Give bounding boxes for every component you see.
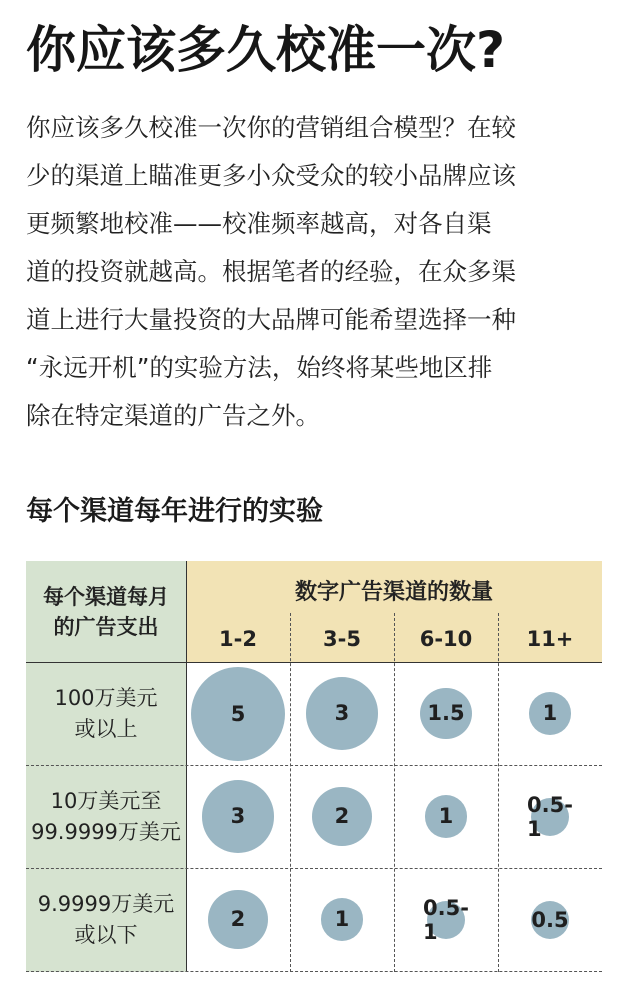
column-divider bbox=[498, 613, 499, 972]
bubble-value: 0.5-1 bbox=[527, 792, 573, 841]
row-header-1m-plus bbox=[26, 662, 186, 765]
row-header-line: 100万美元 bbox=[54, 685, 158, 710]
bubble-value: 1 bbox=[438, 804, 454, 829]
bubble-cell bbox=[306, 677, 379, 750]
table-bottom-border bbox=[26, 971, 602, 972]
bubble-cell bbox=[321, 898, 363, 940]
bubble-value: 0.5-1 bbox=[423, 895, 469, 944]
paragraph-line: “永远开机”的实验方法，始终将某些地区排 bbox=[26, 353, 493, 382]
corner-header bbox=[26, 561, 186, 662]
row-divider bbox=[26, 868, 602, 869]
column-header-1-2: 1-2 bbox=[219, 627, 257, 651]
row-header-divider bbox=[186, 561, 187, 972]
bubble-cell bbox=[423, 895, 469, 944]
paragraph-line: 少的渠道上瞄准更多小众受众的较小品牌应该 bbox=[26, 161, 516, 190]
row-header-line: 99.9999万美元 bbox=[31, 819, 181, 844]
row-header-line: 10万美元至 bbox=[50, 788, 162, 813]
paragraph-line: 道的投资就越高。根据笔者的经验，在众多渠 bbox=[26, 257, 516, 286]
bubble-value: 5 bbox=[230, 701, 246, 726]
column-header-3-5: 3-5 bbox=[323, 627, 361, 651]
header-divider bbox=[26, 662, 602, 663]
experiments-table bbox=[26, 561, 602, 972]
bubble-cell bbox=[208, 890, 267, 949]
bubble-value: 3 bbox=[230, 804, 246, 829]
row-header-line: 9.9999万美元 bbox=[37, 892, 175, 916]
paragraph-line: 除在特定渠道的广告之外。 bbox=[26, 401, 320, 430]
bubble-cell bbox=[529, 692, 571, 734]
bubble-value: 0.5 bbox=[531, 907, 569, 932]
bubble-value: 2 bbox=[334, 804, 350, 829]
intro-paragraph bbox=[26, 104, 604, 440]
paragraph-line: 你应该多久校准一次你的营销组合模型？在较 bbox=[26, 113, 516, 142]
column-header-11-plus: 11+ bbox=[526, 627, 574, 651]
page-title: 你应该多久校准一次? bbox=[26, 21, 506, 79]
bubble-value: 2 bbox=[230, 907, 246, 932]
column-header-6-10: 6-10 bbox=[419, 627, 473, 651]
bubble-cell bbox=[531, 901, 569, 939]
column-divider bbox=[290, 613, 291, 972]
bubble-cell bbox=[312, 787, 371, 846]
column-divider bbox=[394, 613, 395, 972]
bubble-value: 1.5 bbox=[427, 701, 465, 726]
bubble-cell bbox=[527, 792, 573, 841]
column-group-label: 数字广告渠道的数量 bbox=[294, 580, 493, 605]
row-divider bbox=[26, 765, 602, 766]
bubble-cell bbox=[425, 795, 467, 837]
bubble-cell bbox=[191, 667, 285, 761]
corner-header-line: 每个渠道每月 bbox=[43, 584, 169, 609]
row-header-line: 或以下 bbox=[74, 923, 138, 947]
bubble-value: 1 bbox=[542, 701, 558, 726]
table-title: 每个渠道每年进行的实验 bbox=[26, 496, 323, 527]
row-header-line: 或以上 bbox=[74, 716, 138, 741]
row-header-under-100k bbox=[26, 868, 186, 972]
bubble-cell bbox=[202, 780, 275, 853]
paragraph-line: 更频繁地校准——校准频率越高，对各自渠 bbox=[26, 209, 492, 238]
paragraph-line: 道上进行大量投资的大品牌可能希望选择一种 bbox=[26, 305, 516, 334]
row-header-100k-to-1m bbox=[26, 765, 186, 868]
bubble-cell bbox=[420, 688, 471, 739]
corner-header-line: 的广告支出 bbox=[53, 614, 159, 639]
bubble-value: 1 bbox=[334, 907, 350, 932]
bubble-value: 3 bbox=[334, 701, 350, 726]
